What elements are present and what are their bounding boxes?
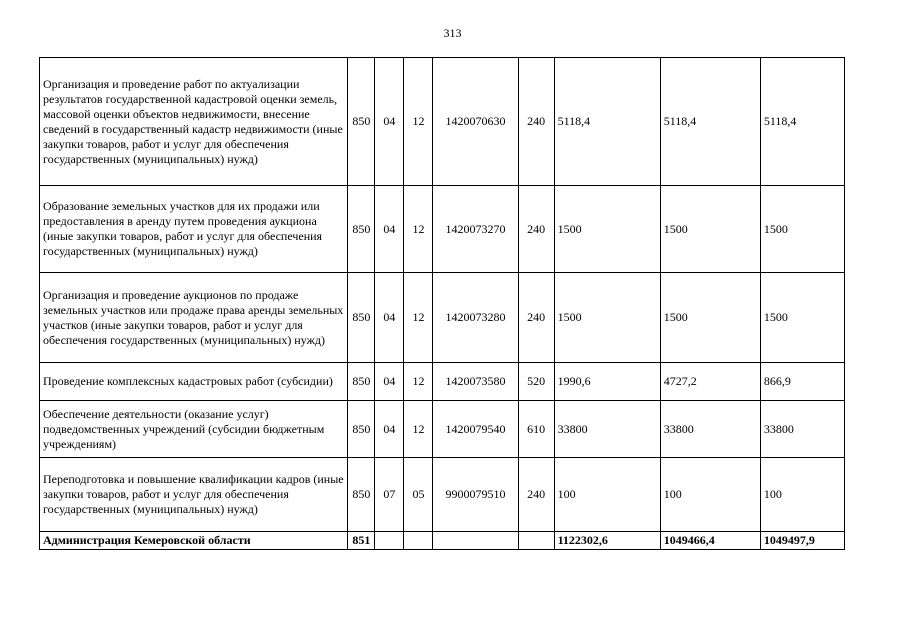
cell-target-article: 1420073270 — [433, 186, 518, 273]
cell-description: Организация и проведение работ по актуализации результатов государственной кадастровой оценки земель, массовой оценки объектов недвижимости, внесение сведений в государственный кадастр недвижимости (иные закупки товаров, работ и услуг для обеспечения государственных (муниципальных) нужд) — [40, 58, 348, 186]
cell-expense-type: 240 — [518, 273, 554, 363]
cell-ministry-code: 851 — [348, 532, 375, 550]
cell-ministry-code: 850 — [348, 273, 375, 363]
cell-description: Переподготовка и повышение квалификации кадров (иные закупки товаров, работ и услуг для обеспечения государственных (муниципальных) нужд) — [40, 458, 348, 532]
cell-sum-1: 1122302,6 — [554, 532, 660, 550]
cell-description: Организация и проведение аукционов по продаже земельных участков или продаже права аренды земельных участков (иные закупки товаров, работ и услуг для обеспечения государственных (муниципальных) нужд) — [40, 273, 348, 363]
cell-target-article: 1420079540 — [433, 401, 518, 458]
cell-target-article — [433, 532, 518, 550]
cell-sum-3: 1049497,9 — [760, 532, 844, 550]
table-row — [40, 273, 845, 363]
cell-subsection: 12 — [404, 273, 433, 363]
budget-table — [39, 57, 845, 550]
cell-sum-2: 1500 — [660, 186, 760, 273]
cell-ministry-code: 850 — [348, 186, 375, 273]
cell-section — [375, 532, 404, 550]
cell-section: 04 — [375, 401, 404, 458]
cell-expense-type — [518, 532, 554, 550]
cell-target-article: 1420073280 — [433, 273, 518, 363]
cell-target-article: 9900079510 — [433, 458, 518, 532]
cell-section: 07 — [375, 458, 404, 532]
cell-sum-3: 33800 — [760, 401, 844, 458]
table-row — [40, 458, 845, 532]
cell-sum-2: 1500 — [660, 273, 760, 363]
cell-sum-1: 1500 — [554, 273, 660, 363]
cell-subsection: 12 — [404, 58, 433, 186]
cell-sum-3: 1500 — [760, 186, 844, 273]
cell-expense-type: 240 — [518, 458, 554, 532]
cell-section: 04 — [375, 363, 404, 401]
cell-sum-3: 5118,4 — [760, 58, 844, 186]
cell-target-article: 1420070630 — [433, 58, 518, 186]
cell-sum-2: 33800 — [660, 401, 760, 458]
cell-expense-type: 520 — [518, 363, 554, 401]
table-row — [40, 58, 845, 186]
cell-sum-2: 1049466,4 — [660, 532, 760, 550]
cell-sum-2: 4727,2 — [660, 363, 760, 401]
table-body — [40, 58, 845, 550]
cell-expense-type: 240 — [518, 186, 554, 273]
cell-section: 04 — [375, 273, 404, 363]
cell-section: 04 — [375, 58, 404, 186]
cell-subsection — [404, 532, 433, 550]
cell-sum-1: 100 — [554, 458, 660, 532]
cell-subsection: 12 — [404, 186, 433, 273]
cell-sum-1: 5118,4 — [554, 58, 660, 186]
cell-target-article: 1420073580 — [433, 363, 518, 401]
cell-ministry-code: 850 — [348, 458, 375, 532]
cell-subsection: 12 — [404, 363, 433, 401]
cell-description: Администрация Кемеровской области — [40, 532, 348, 550]
cell-expense-type: 610 — [518, 401, 554, 458]
cell-sum-2: 5118,4 — [660, 58, 760, 186]
cell-expense-type: 240 — [518, 58, 554, 186]
table-row — [40, 363, 845, 401]
cell-description: Образование земельных участков для их продажи или предоставления в аренду путем проведения аукциона (иные закупки товаров, работ и услуг для обеспечения государственных (муниципальных) нужд) — [40, 186, 348, 273]
table-row — [40, 401, 845, 458]
cell-sum-1: 1500 — [554, 186, 660, 273]
cell-sum-1: 33800 — [554, 401, 660, 458]
page-number: 313 — [443, 26, 462, 40]
cell-sum-3: 100 — [760, 458, 844, 532]
total-row — [40, 532, 845, 550]
cell-description: Обеспечение деятельности (оказание услуг) подведомственных учреждений (субсидии бюджетным учреждениям) — [40, 401, 348, 458]
cell-description: Проведение комплексных кадастровых работ (субсидии) — [40, 363, 348, 401]
cell-sum-1: 1990,6 — [554, 363, 660, 401]
cell-sum-3: 866,9 — [760, 363, 844, 401]
cell-section: 04 — [375, 186, 404, 273]
cell-subsection: 12 — [404, 401, 433, 458]
cell-subsection: 05 — [404, 458, 433, 532]
cell-ministry-code: 850 — [348, 363, 375, 401]
cell-sum-2: 100 — [660, 458, 760, 532]
cell-sum-3: 1500 — [760, 273, 844, 363]
cell-ministry-code: 850 — [348, 401, 375, 458]
table-row — [40, 186, 845, 273]
cell-ministry-code: 850 — [348, 58, 375, 186]
